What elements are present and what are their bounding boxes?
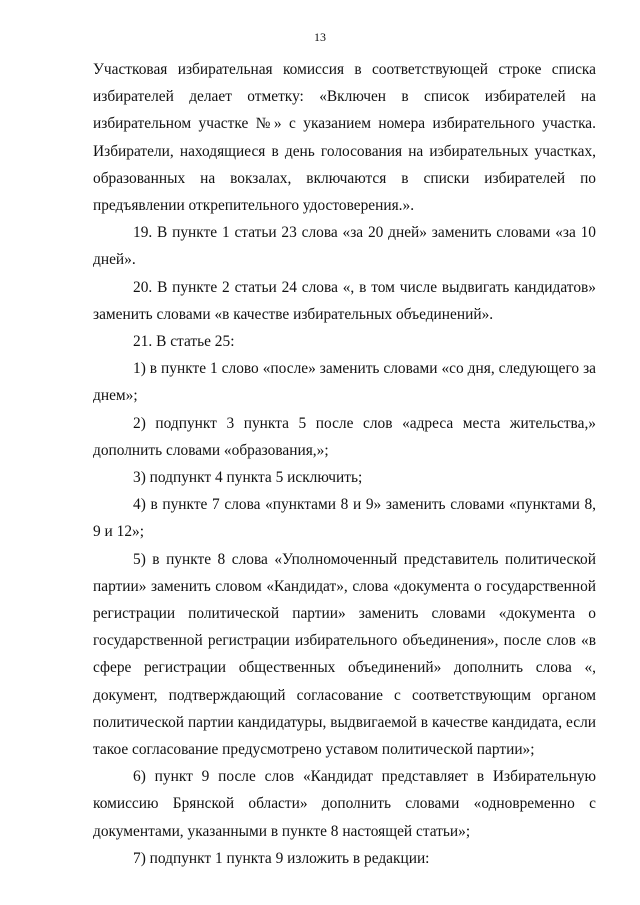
paragraph-19: 19. В пункте 1 статьи 23 слова «за 20 дней» заменить словами «за 10 дней». bbox=[93, 224, 596, 269]
paragraph-21: 21. В статье 25: bbox=[133, 333, 235, 351]
paragraph-20: 20. В пункте 2 статьи 24 слова «, в том числе выдвигать кандидатов» заменить словами «в качестве избирательных объединений». bbox=[93, 278, 596, 323]
subitem-3: 3) подпункт 4 пункта 5 исключить; bbox=[133, 469, 363, 487]
subitem-4: 4) в пункте 7 слова «пунктами 8 и 9» заменить словами «пунктами 8, 9 и 12»; bbox=[93, 496, 596, 541]
paragraph-1: Участковая избирательная комиссия в соответствующей строке списка избирателей делает отметку: «Включен в список избирателей на избирательном участке №» с указанием номера избирательного участка. Избиратели, находящиеся в день голосования на избирательных участках, образованных на вокзалах, включаются в списки избирателей по предъявлении открепительного удостоверения.». bbox=[93, 61, 596, 215]
subitem-2: 2) подпункт 3 пункта 5 после слов «адреса места жительства,» дополнить словами «образования,»; bbox=[93, 414, 596, 459]
document-body bbox=[93, 56, 596, 872]
subitem-7: 7) подпункт 1 пункта 9 изложить в редакции: bbox=[133, 849, 430, 867]
page-number: 13 bbox=[314, 30, 326, 44]
subitem-5: 5) в пункте 8 слова «Уполномоченный представитель политической партии» заменить словом «Кандидат», слова «документа о государственной регистрации политической партии» заменить словами «документа о государственной регистрации избирательного объединения», после слов «в сфере регистрации общественных объединений» дополнить слова «, документ, подтверждающий согласование с соответствующим органом политической партии кандидатуры, выдвигаемой в качестве кандидата, если такое согласование предусмотрено уставом политической партии»; bbox=[93, 550, 596, 759]
subitem-1: 1) в пункте 1 слово «после» заменить словами «со дня, следующего за днем»; bbox=[93, 360, 596, 405]
subitem-6: 6) пункт 9 после слов «Кандидат представляет в Избирательную комиссию Брянской области» дополнить словами «одновременно с документами, указанными в пункте 8 настоящей статьи»; bbox=[93, 768, 596, 840]
